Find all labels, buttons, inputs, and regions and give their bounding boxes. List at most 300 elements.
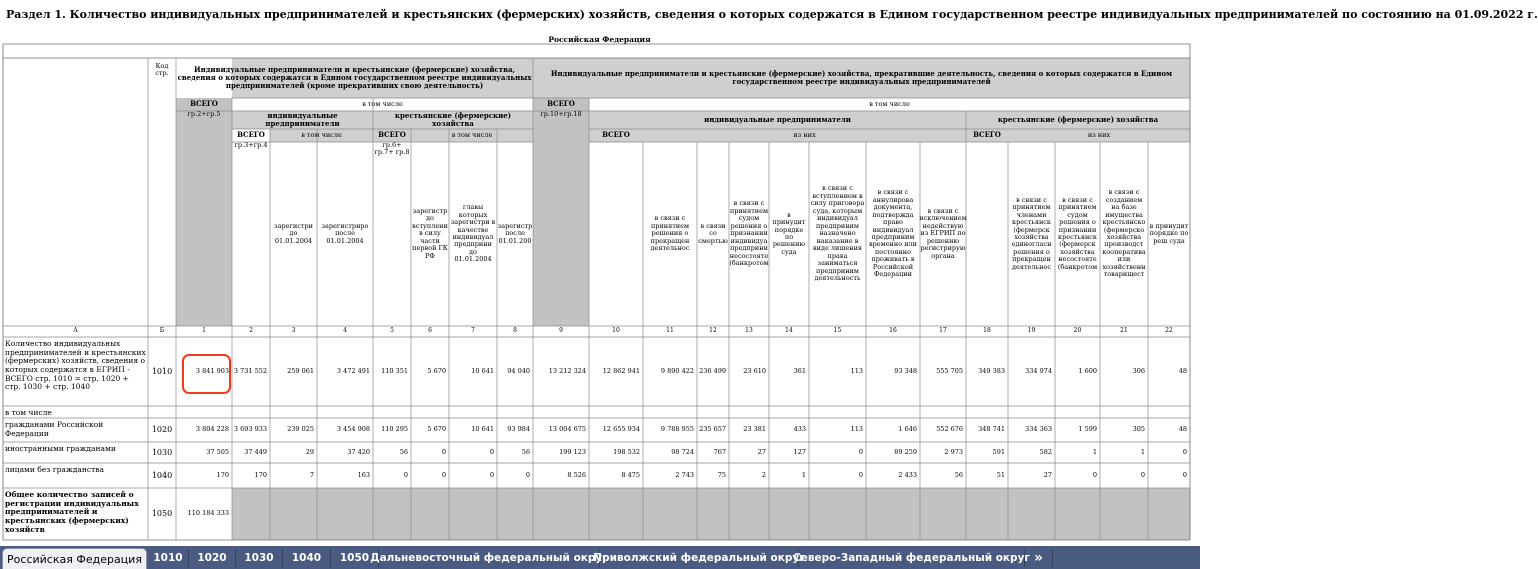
data-cell[interactable] <box>697 463 729 488</box>
data-cell[interactable] <box>809 418 866 442</box>
data-cell-text: 75 <box>717 470 726 479</box>
row-label-1050-text: Общее количество записей о регистрации индивидуальных предпринимателей и крестьянских (фермерских) хозяйств <box>5 490 139 534</box>
data-cell[interactable] <box>1148 463 1190 488</box>
col-header-c7-text: главы которых зарегистри в качестве индивидуал предприни до 01.01.2004 <box>450 203 496 264</box>
data-cell-text: 0 <box>489 470 494 479</box>
data-cell[interactable] <box>729 337 769 406</box>
data-cell-text: 334 974 <box>1025 366 1052 375</box>
data-cell-text: 0 <box>858 447 863 456</box>
tab-far-eastern-district[interactable]: Дальневосточный федеральный округ <box>379 549 600 567</box>
index-cell-1 <box>148 326 176 337</box>
data-cell-text: 113 <box>850 425 863 434</box>
formula-col-9-text: гр.10+гр.18 <box>540 110 582 118</box>
row-label-1040 <box>3 463 148 488</box>
data-cell[interactable] <box>411 418 449 442</box>
data-cell[interactable] <box>697 442 729 463</box>
index-cell-16 <box>809 326 866 337</box>
col-header-c16-text: в связи с аннулирова документа, подтвержда право индивидуал предприним временно или постоянно проживать в Российской Федерации <box>868 188 917 279</box>
data-cell[interactable] <box>497 442 533 463</box>
data-cell-text: 2 <box>761 470 766 479</box>
group-header-terminated-text: Индивидуальные предприниматели и крестьянские (фермерские) хозяйства, прекратившие деятельность, сведения о которых содержатся в Едином государственном реестре индивидуальных предпринимателей <box>550 68 1173 86</box>
data-cell[interactable] <box>449 337 497 406</box>
index-cell-15-text: 14 <box>785 327 793 335</box>
col-header-total-18 <box>966 129 1008 142</box>
data-cell[interactable] <box>1100 463 1148 488</box>
data-cell[interactable] <box>920 418 966 442</box>
tab-1040[interactable]: 1040 <box>283 549 331 567</box>
data-cell[interactable] <box>809 442 866 463</box>
data-cell[interactable] <box>866 418 920 442</box>
index-cell-12 <box>643 326 697 337</box>
data-cell-text: 361 <box>793 366 806 375</box>
data-cell-text: 127 <box>793 447 806 456</box>
data-cell-text: 27 <box>1043 470 1052 479</box>
data-cell[interactable] <box>769 463 809 488</box>
data-cell-text: 199 123 <box>559 447 586 456</box>
col-header-c19-text: в связи с принятием членами крестьянск (фермерск хозяйства единогласн решения о прекращен деятельнос <box>1011 195 1052 271</box>
subheader-of-which-ip-text: из них <box>793 130 816 139</box>
data-cell[interactable] <box>317 442 373 463</box>
row-label-1010 <box>3 337 148 406</box>
data-cell-text: 0 <box>525 470 530 479</box>
index-cell-10-text: 9 <box>559 327 563 335</box>
data-cell-text: 89 259 <box>894 447 917 456</box>
tab-1030[interactable]: 1030 <box>236 549 283 567</box>
data-cell[interactable] <box>232 442 270 463</box>
data-cell[interactable] <box>411 463 449 488</box>
data-cell-text: 98 724 <box>671 447 694 456</box>
data-cell[interactable] <box>729 442 769 463</box>
row-label-1030 <box>3 442 148 463</box>
index-cell-7-text: 6 <box>428 327 432 335</box>
data-cell-text: 3 804 228 <box>195 425 229 434</box>
row-code-1050 <box>148 488 176 540</box>
data-cell-text: 2 743 <box>675 470 694 479</box>
data-cell-text: 552 676 <box>936 425 963 434</box>
row-label-1050 <box>3 488 148 540</box>
subheader-ip-right <box>589 111 966 129</box>
row-label-1020 <box>3 418 148 442</box>
data-cell-text: 767 <box>713 447 726 456</box>
index-cell-8 <box>449 326 497 337</box>
data-cell-text: 0 <box>1182 470 1187 479</box>
index-cell-2 <box>176 326 232 337</box>
col-header-c17 <box>921 143 965 325</box>
data-cell-text: 349 383 <box>978 366 1005 375</box>
data-cell[interactable] <box>643 442 697 463</box>
data-cell[interactable] <box>497 418 533 442</box>
data-cell-text: 235 657 <box>699 425 726 434</box>
data-cell-text: 51 <box>996 470 1005 479</box>
tab-1020[interactable]: 1020 <box>189 549 236 567</box>
subheader-ip-left-text: индивидуальные предприниматели <box>265 110 340 128</box>
data-cell[interactable] <box>533 337 589 406</box>
highlight-box <box>182 354 231 394</box>
data-cell[interactable] <box>1100 442 1148 463</box>
index-cell-3-text: 2 <box>249 327 253 335</box>
data-cell[interactable] <box>373 418 411 442</box>
col-header-c20-text: в связи с принятием судом решения о признании крестьянск (фермерск хозяйства несостояте (банкротом <box>1057 195 1098 271</box>
index-cell-0 <box>3 326 148 337</box>
group-header-active <box>176 58 533 98</box>
col-header-c15-text: в связи с вступлением в силу приговора суда, которым индивидуал предприним назначено наказание в виде лишения права заниматься предприним деятельность <box>810 184 865 283</box>
data-cell-text: 8 475 <box>621 470 640 479</box>
data-cell-text: 591 <box>992 447 1005 456</box>
formula-col-2-text: гр.3+гр.4 <box>234 141 268 149</box>
col-header-c12-text: в связи со смертью <box>698 221 728 245</box>
data-cell[interactable] <box>966 337 1008 406</box>
data-cell[interactable] <box>176 463 232 488</box>
row-code-1010 <box>148 337 176 406</box>
data-cell[interactable] <box>411 337 449 406</box>
col-header-code <box>148 58 176 82</box>
data-cell-text: 1 <box>1140 447 1145 456</box>
data-cell[interactable] <box>866 463 920 488</box>
data-cell[interactable] <box>1148 337 1190 406</box>
index-cell-20-text: 19 <box>1027 327 1036 335</box>
index-cell-5-text: 4 <box>343 327 347 335</box>
index-cell-1-text: Б <box>159 327 165 335</box>
row-code-1050-text: 1050 <box>151 509 173 519</box>
data-cell-text: 348 741 <box>978 425 1005 434</box>
data-cell[interactable] <box>1008 463 1055 488</box>
index-cell-21 <box>1055 326 1100 337</box>
col-header-total-10 <box>589 129 643 142</box>
data-cell-total-records-text: 110 184 333 <box>187 509 229 518</box>
data-cell-text: 29 <box>305 447 314 456</box>
tab-volga-district[interactable]: Приволжский федеральный округ <box>600 549 799 567</box>
page-title: Раздел 1. Количество индивидуальных предпринимателей и крестьянских (фермерских) хозяйств, сведения о которых содержатся в Едином государственном реестре индивидуальных предпринимателей по состоянию на 01.09.2022 г. <box>6 8 1538 21</box>
index-cell-3 <box>232 326 270 337</box>
col-header-total-1-text: ВСЕГО <box>190 99 218 109</box>
data-cell[interactable] <box>643 337 697 406</box>
data-cell-text: 93 348 <box>894 366 917 375</box>
col-header-total-2-text: ВСЕГО <box>237 130 265 140</box>
data-cell-text: 170 <box>216 470 229 479</box>
data-cell[interactable] <box>729 418 769 442</box>
data-cell[interactable] <box>497 337 533 406</box>
data-cell[interactable] <box>317 463 373 488</box>
data-cell-text: 110 295 <box>381 425 408 434</box>
data-cell[interactable] <box>449 463 497 488</box>
data-cell[interactable] <box>1148 418 1190 442</box>
col-header-c6-text: зарегистр до вступлени в силу части первой ГК РФ <box>412 206 448 260</box>
index-cell-18 <box>920 326 966 337</box>
index-cell-2-text: 1 <box>202 327 206 335</box>
col-header-c4-text: зарегистриро после 01.01.2004 <box>321 221 369 245</box>
subheader-ip-right-text: индивидуальные предприниматели <box>704 114 851 124</box>
col-header-c11 <box>644 143 696 325</box>
data-cell-text: 27 <box>757 447 766 456</box>
col-header-c3-text: зарегистри до 01.01.2004 <box>274 221 313 245</box>
data-cell-text: 0 <box>858 470 863 479</box>
data-cell-text: 94 040 <box>507 366 530 375</box>
subheader-including-right-text: в том числе <box>869 99 910 108</box>
col-header-c22-text: в принудит порядке по реш суда <box>1149 221 1189 245</box>
data-cell[interactable] <box>449 442 497 463</box>
index-cell-17 <box>866 326 920 337</box>
row-code-1010-text: 1010 <box>151 366 173 376</box>
subheader-of-which-kfh <box>1008 129 1190 142</box>
data-cell[interactable] <box>411 442 449 463</box>
data-cell[interactable] <box>270 418 317 442</box>
data-cell[interactable] <box>1008 337 1055 406</box>
data-cell-text: 1 646 <box>898 425 917 434</box>
data-cell[interactable] <box>1055 463 1100 488</box>
data-cell-text: 23 610 <box>743 366 766 375</box>
col-header-c8 <box>498 143 532 325</box>
data-cell-text: 2 433 <box>898 470 917 479</box>
index-cell-9-text: 8 <box>513 327 517 335</box>
data-cell[interactable] <box>317 418 373 442</box>
data-cell-text: 5 670 <box>427 366 446 375</box>
data-cell[interactable] <box>373 337 411 406</box>
data-cell[interactable] <box>697 337 729 406</box>
row-label-1040-text: лицами без гражданства <box>5 465 104 474</box>
index-cell-14 <box>729 326 769 337</box>
row-label-1030-text: иностранными гражданами <box>5 444 116 453</box>
formula-col-9 <box>533 111 589 125</box>
index-cell-23 <box>1148 326 1190 337</box>
data-cell-text: 9 890 422 <box>660 366 694 375</box>
data-cell-text: 3 693 933 <box>233 425 267 434</box>
data-cell-text: 7 <box>309 470 314 479</box>
data-cell-text: 37 420 <box>347 447 370 456</box>
data-cell[interactable] <box>966 418 1008 442</box>
index-cell-13 <box>697 326 729 337</box>
data-cell-text: 9 788 955 <box>660 425 694 434</box>
subheader-of-which-ip <box>643 129 966 142</box>
data-cell-text: 305 <box>1132 425 1145 434</box>
tab-1010[interactable]: 1010 <box>148 549 189 567</box>
col-header-c22 <box>1149 143 1189 325</box>
data-cell-text: 0 <box>1182 447 1187 456</box>
data-cell-text: 5 670 <box>427 425 446 434</box>
data-cell-text: 10 641 <box>471 425 494 434</box>
data-cell-text: 12 862 941 <box>602 366 640 375</box>
data-cell[interactable] <box>589 337 643 406</box>
subheader-including-right <box>589 98 1190 111</box>
data-cell[interactable] <box>1008 418 1055 442</box>
col-header-c14 <box>770 143 808 325</box>
index-cell-13-text: 12 <box>709 327 717 335</box>
data-cell-text: 2 973 <box>944 447 963 456</box>
data-cell[interactable] <box>232 463 270 488</box>
data-cell[interactable] <box>1055 442 1100 463</box>
index-cell-6-text: 5 <box>390 327 394 335</box>
data-cell[interactable] <box>176 418 232 442</box>
index-cell-17-text: 16 <box>889 327 897 335</box>
col-header-c4 <box>318 143 372 325</box>
row-code-1030-text: 1030 <box>151 447 173 457</box>
index-cell-7 <box>411 326 449 337</box>
data-cell[interactable] <box>697 418 729 442</box>
subheader-kfh-left-text: крестьянские (фермерские) хозяйства <box>394 110 512 128</box>
tab-russian-federation[interactable]: Российская Федерация <box>2 548 147 569</box>
data-cell[interactable] <box>589 418 643 442</box>
col-header-c15 <box>810 143 865 325</box>
subheader-kfh-left <box>373 111 533 129</box>
data-cell[interactable] <box>270 463 317 488</box>
subheader-ip-left <box>232 111 373 129</box>
data-cell-text: 3 472 491 <box>336 366 370 375</box>
subheader-including-ip <box>270 129 373 142</box>
subheader-including-kfh <box>411 129 533 142</box>
data-cell[interactable] <box>1100 418 1148 442</box>
col-header-c20 <box>1056 143 1099 325</box>
data-cell[interactable] <box>769 442 809 463</box>
index-cell-4-text: 3 <box>291 327 296 335</box>
col-header-c14-text: в принудит порядке по решению суда <box>772 210 806 256</box>
data-cell[interactable] <box>373 442 411 463</box>
data-cell[interactable] <box>176 442 232 463</box>
data-cell[interactable] <box>1055 418 1100 442</box>
data-cell[interactable] <box>966 442 1008 463</box>
data-cell[interactable] <box>809 463 866 488</box>
data-cell-text: 1 <box>1092 447 1097 456</box>
data-cell[interactable] <box>1100 337 1148 406</box>
data-cell-text: 198 532 <box>613 447 640 456</box>
index-cell-6 <box>373 326 411 337</box>
data-cell-text: 433 <box>793 425 806 434</box>
data-cell[interactable] <box>533 442 589 463</box>
col-header-c11-text: в связи с принятием решения о прекращен деятельнос <box>650 214 690 253</box>
data-cell-text: 0 <box>1140 470 1145 479</box>
data-cell-text: 236 499 <box>699 366 726 375</box>
data-cell[interactable] <box>920 463 966 488</box>
group-header-terminated <box>533 58 1190 98</box>
index-cell-23-text: 22 <box>1165 327 1173 335</box>
data-cell[interactable] <box>1148 442 1190 463</box>
row-label-in-particular-text: в том числе <box>5 408 52 417</box>
index-cell-5 <box>317 326 373 337</box>
data-cell-text: 334 363 <box>1025 425 1052 434</box>
col-header-c6 <box>412 143 448 325</box>
index-cell-4 <box>270 326 317 337</box>
subheader-including-left <box>232 98 533 111</box>
col-header-c16 <box>867 143 919 325</box>
index-cell-10 <box>533 326 589 337</box>
data-cell-total-records[interactable] <box>176 488 232 540</box>
data-cell[interactable] <box>643 463 697 488</box>
row-code-1020-text: 1020 <box>151 425 173 435</box>
index-cell-19 <box>966 326 1008 337</box>
data-cell[interactable] <box>920 442 966 463</box>
row-code-1040-text: 1040 <box>151 470 173 480</box>
index-cell-8-text: 7 <box>471 327 475 335</box>
data-cell-text: 170 <box>254 470 267 479</box>
data-cell-text: 582 <box>1039 447 1052 456</box>
data-cell[interactable] <box>270 442 317 463</box>
row-label-1010-text: Количество индивидуальных предпринимателей и крестьянских (фермерских) хозяйств, сведения о которых содержатся в ЕГРИП - ВСЕГО стр. 1010 = стр. 1020 + стр. 1030 + стр. 1040 <box>5 339 146 392</box>
data-cell-text: 1 600 <box>1078 366 1097 375</box>
row-label-1020-text: гражданами Российской Федерации <box>5 420 104 438</box>
data-cell-text: 110 351 <box>381 366 408 375</box>
data-cell[interactable] <box>643 418 697 442</box>
data-cell[interactable] <box>373 463 411 488</box>
data-cell[interactable] <box>729 463 769 488</box>
row-code-1030 <box>148 442 176 463</box>
data-cell-text: 12 655 934 <box>602 425 640 434</box>
col-header-total-10-text: ВСЕГО <box>602 130 630 140</box>
data-cell-text: 3 454 908 <box>336 425 370 434</box>
data-cell-text: 56 <box>399 447 408 456</box>
data-cell[interactable] <box>809 337 866 406</box>
subheader-including-left-text: в том числе <box>362 99 403 108</box>
data-cell[interactable] <box>769 418 809 442</box>
data-cell-text: 3 841 903 <box>195 366 229 375</box>
col-header-c7 <box>450 143 496 325</box>
data-cell[interactable] <box>966 463 1008 488</box>
data-cell-text: 56 <box>954 470 963 479</box>
data-cell[interactable] <box>497 463 533 488</box>
data-cell-text: 48 <box>1178 366 1187 375</box>
index-cell-19-text: 18 <box>983 327 991 335</box>
col-header-c13-text: в связи с принятием судом решения о признании индивидуа предприни несостояте (банкротом <box>729 199 769 268</box>
tab-northwestern-district[interactable]: Северо-Западный федеральный округ <box>799 549 1025 567</box>
formula-col-1-text: гр.2+гр.5 <box>187 110 221 118</box>
data-cell[interactable] <box>866 337 920 406</box>
data-cell-text: 555 705 <box>936 366 963 375</box>
data-cell[interactable] <box>1008 442 1055 463</box>
data-cell[interactable] <box>589 463 643 488</box>
data-cell[interactable] <box>769 337 809 406</box>
data-cell[interactable] <box>866 442 920 463</box>
data-cell[interactable] <box>449 418 497 442</box>
data-cell-text: 48 <box>1178 425 1187 434</box>
index-cell-12-text: 11 <box>666 327 674 335</box>
data-cell[interactable] <box>270 337 317 406</box>
region-subtitle: Российская Федерация <box>548 35 651 44</box>
col-header-code-text: Код стр. <box>155 61 169 77</box>
data-cell[interactable] <box>533 418 589 442</box>
col-header-total-5-text: ВСЕГО <box>378 130 406 140</box>
index-cell-11-text: 10 <box>612 327 620 335</box>
formula-col-5 <box>373 142 411 172</box>
index-cell-18-text: 17 <box>939 327 947 335</box>
index-cell-16-text: 15 <box>833 327 842 335</box>
col-header-total-9-text: ВСЕГО <box>547 99 575 109</box>
index-cell-14-text: 13 <box>745 327 753 335</box>
data-cell[interactable] <box>589 442 643 463</box>
index-cell-0-text: А <box>73 327 78 335</box>
subheader-including-kfh-text: в том числе <box>451 130 493 139</box>
subheader-kfh-right <box>966 111 1190 129</box>
data-cell-text: 259 061 <box>287 366 314 375</box>
data-cell[interactable] <box>317 337 373 406</box>
index-cell-21-text: 20 <box>1073 327 1082 335</box>
subheader-of-which-kfh-text: из них <box>1087 130 1111 139</box>
data-cell-text: 239 025 <box>287 425 314 434</box>
data-cell-text: 0 <box>441 470 446 479</box>
data-cell[interactable] <box>920 337 966 406</box>
data-cell[interactable] <box>232 337 270 406</box>
data-cell[interactable] <box>232 418 270 442</box>
index-cell-22-text: 21 <box>1120 327 1128 335</box>
data-cell[interactable] <box>533 463 589 488</box>
data-cell-text: 13 212 324 <box>548 366 586 375</box>
index-cell-11 <box>589 326 643 337</box>
data-cell[interactable] <box>1055 337 1100 406</box>
col-header-total-18-text: ВСЕГО <box>973 130 1001 140</box>
tab-1050[interactable]: 1050 <box>331 549 379 567</box>
data-cell-text: 0 <box>403 470 408 479</box>
col-header-c13 <box>730 143 768 325</box>
tabs-more-icon[interactable]: » <box>1025 549 1053 567</box>
row-code-1040 <box>148 463 176 488</box>
col-header-c19 <box>1009 143 1054 325</box>
data-cell-text: 1 599 <box>1078 425 1097 434</box>
